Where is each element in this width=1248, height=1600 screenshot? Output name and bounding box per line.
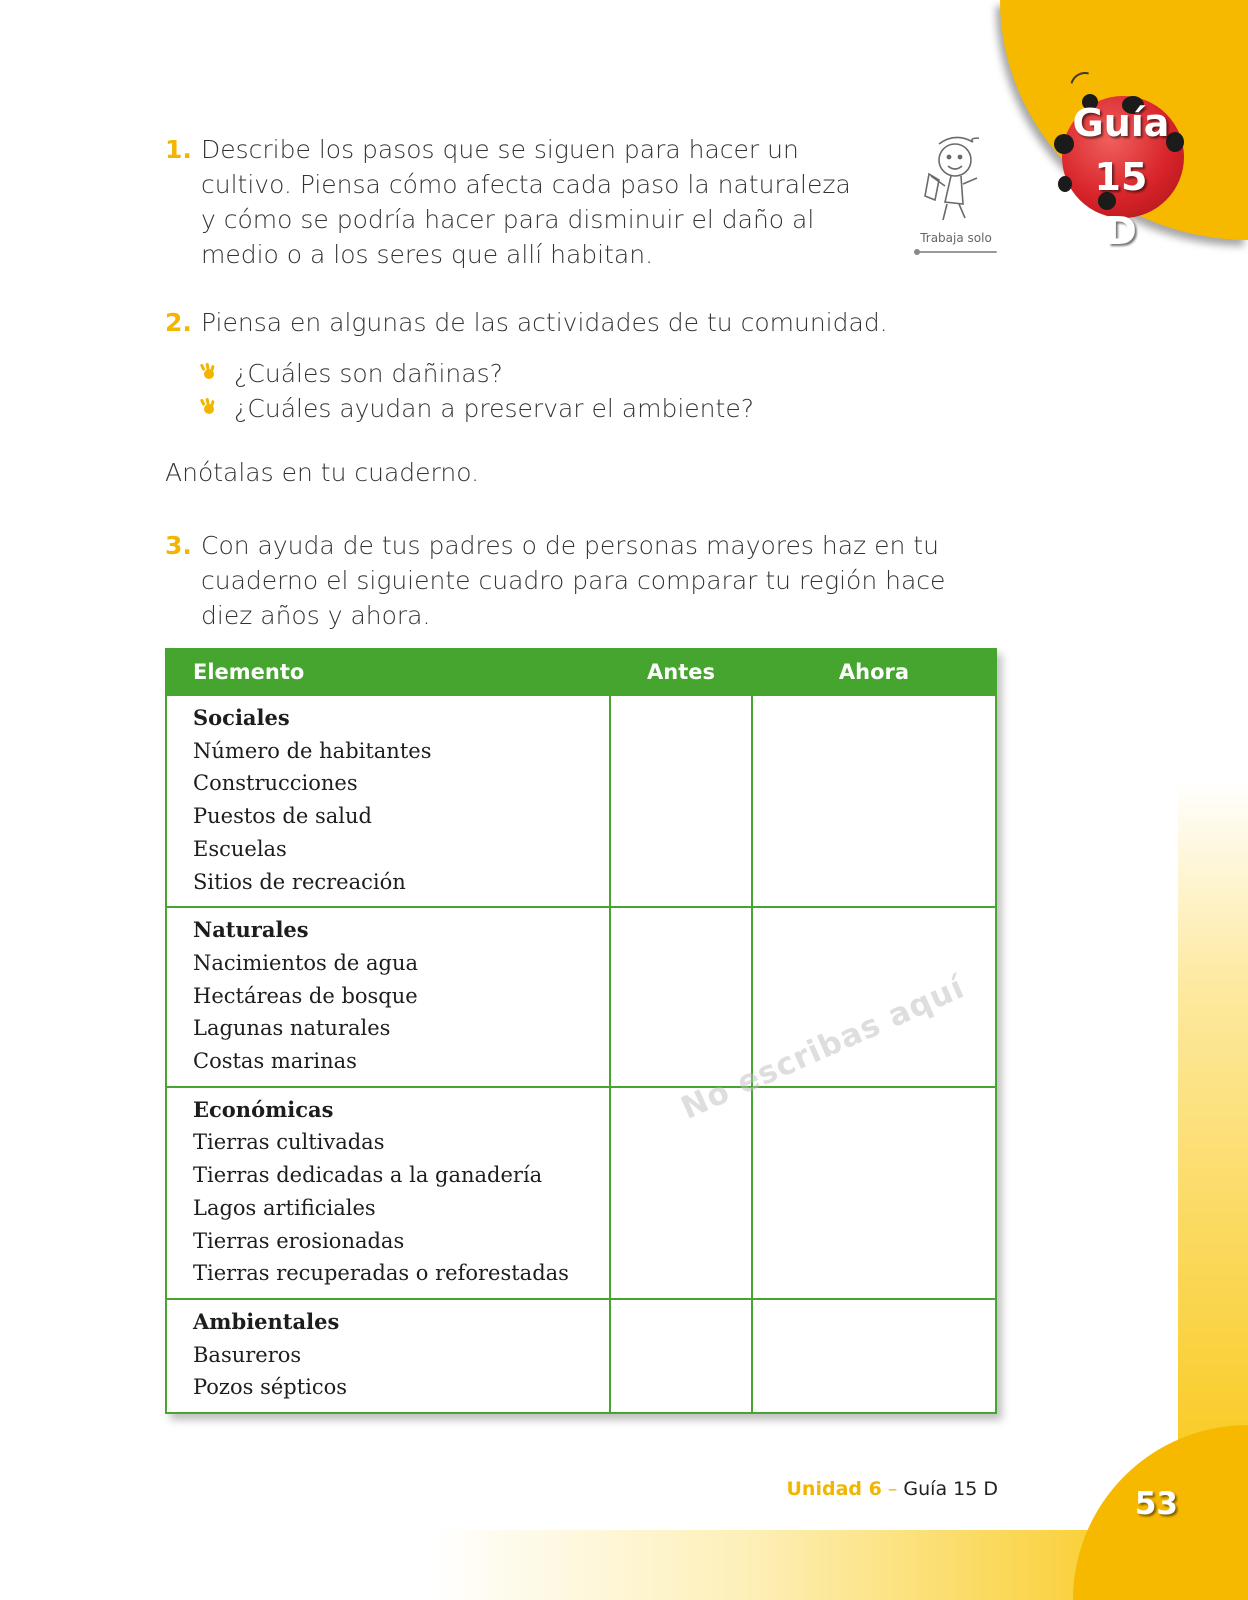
element-cell [166,1087,610,1299]
ahora-cell [752,1087,996,1299]
question-3 [165,528,995,633]
guide-title-line2: D [1105,209,1137,253]
question-2-bullets [198,356,754,426]
group-item: Tierras cultivadas [193,1130,385,1155]
group-item: Basureros [193,1342,302,1367]
work-alone-badge [915,130,997,253]
group-item: Costas marinas [193,1049,357,1074]
work-alone-underline [915,251,997,253]
work-alone-label: Trabaja solo [920,231,992,245]
hand-bullet-icon [198,391,234,426]
group-title: Sociales [193,705,290,730]
element-cell [166,1299,610,1413]
antes-cell [610,907,752,1087]
ahora-cell [752,695,996,907]
header-elemento: Elemento [166,649,610,695]
hand-bullet-icon [198,356,234,391]
question-1-number: 1. [165,135,192,164]
guide-title [1046,96,1196,258]
header-ahora: Ahora [752,649,996,695]
question-2-number: 2. [165,308,192,337]
note-text: Anótalas en tu cuaderno. [165,458,480,487]
table-row [166,695,996,907]
group-title: Naturales [193,917,309,943]
group-item: Hectáreas de bosque [193,983,418,1008]
footer-unit: Unidad 6 [786,1478,882,1500]
group-item: Sitios de recreación [193,869,406,894]
bullet-item [198,391,754,426]
table-row [166,1087,996,1299]
question-1 [165,132,865,272]
question-1-text: Describe los pasos que se siguen para hacer un cultivo. Piensa cómo afecta cada paso la naturaleza y cómo se podría hacer para disminuir el daño al medio o a los seres que allí habitan. [201,135,851,269]
guide-title-line1: Guía 15 [1072,101,1170,199]
group-item: Tierras erosionadas [193,1228,405,1253]
bullet-text: ¿Cuáles son dañinas? [234,359,503,388]
group-item: Lagos artificiales [193,1195,376,1220]
question-2-text: Piensa en algunas de las actividades de tu comunidad. [201,308,888,337]
question-2 [165,305,945,340]
footer-reference [787,1478,999,1500]
bullet-item [198,356,754,391]
group-item: Nacimientos de agua [193,950,419,975]
table-row [166,907,996,1087]
group-item: Número de habitantes [193,738,432,763]
group-title: Económicas [193,1096,334,1122]
bullet-text: ¿Cuáles ayudan a preservar el ambiente? [234,394,754,423]
footer-guide: Guía 15 D [903,1478,998,1500]
element-cell [166,907,610,1087]
antes-cell [610,1299,752,1413]
page-number: 53 [1134,1486,1178,1522]
child-drawing-icon [921,130,991,226]
ahora-cell [752,1299,996,1413]
antes-cell [610,1087,752,1299]
group-item: Lagunas naturales [193,1016,391,1041]
element-cell [166,695,610,907]
question-3-number: 3. [165,531,192,560]
question-3-text: Con ayuda de tus padres o de personas mayores haz en tu cuaderno el siguiente cuadro para comparar tu región hace diez años y ahora. [201,531,946,630]
header-antes: Antes [610,649,752,695]
group-title: Ambientales [193,1308,340,1334]
group-item: Tierras recuperadas o reforestadas [193,1261,569,1286]
group-item: Tierras dedicadas a la ganadería [193,1163,543,1188]
watermark-text: No escribas aquí [675,969,971,1127]
group-item: Escuelas [193,836,287,861]
table-row [166,1299,996,1413]
group-item: Puestos de salud [193,804,372,829]
footer-separator: – [887,1478,898,1500]
group-item: Construcciones [193,771,358,796]
table-header-row [166,649,996,695]
antes-cell [610,695,752,907]
group-item: Pozos sépticos [193,1375,348,1400]
